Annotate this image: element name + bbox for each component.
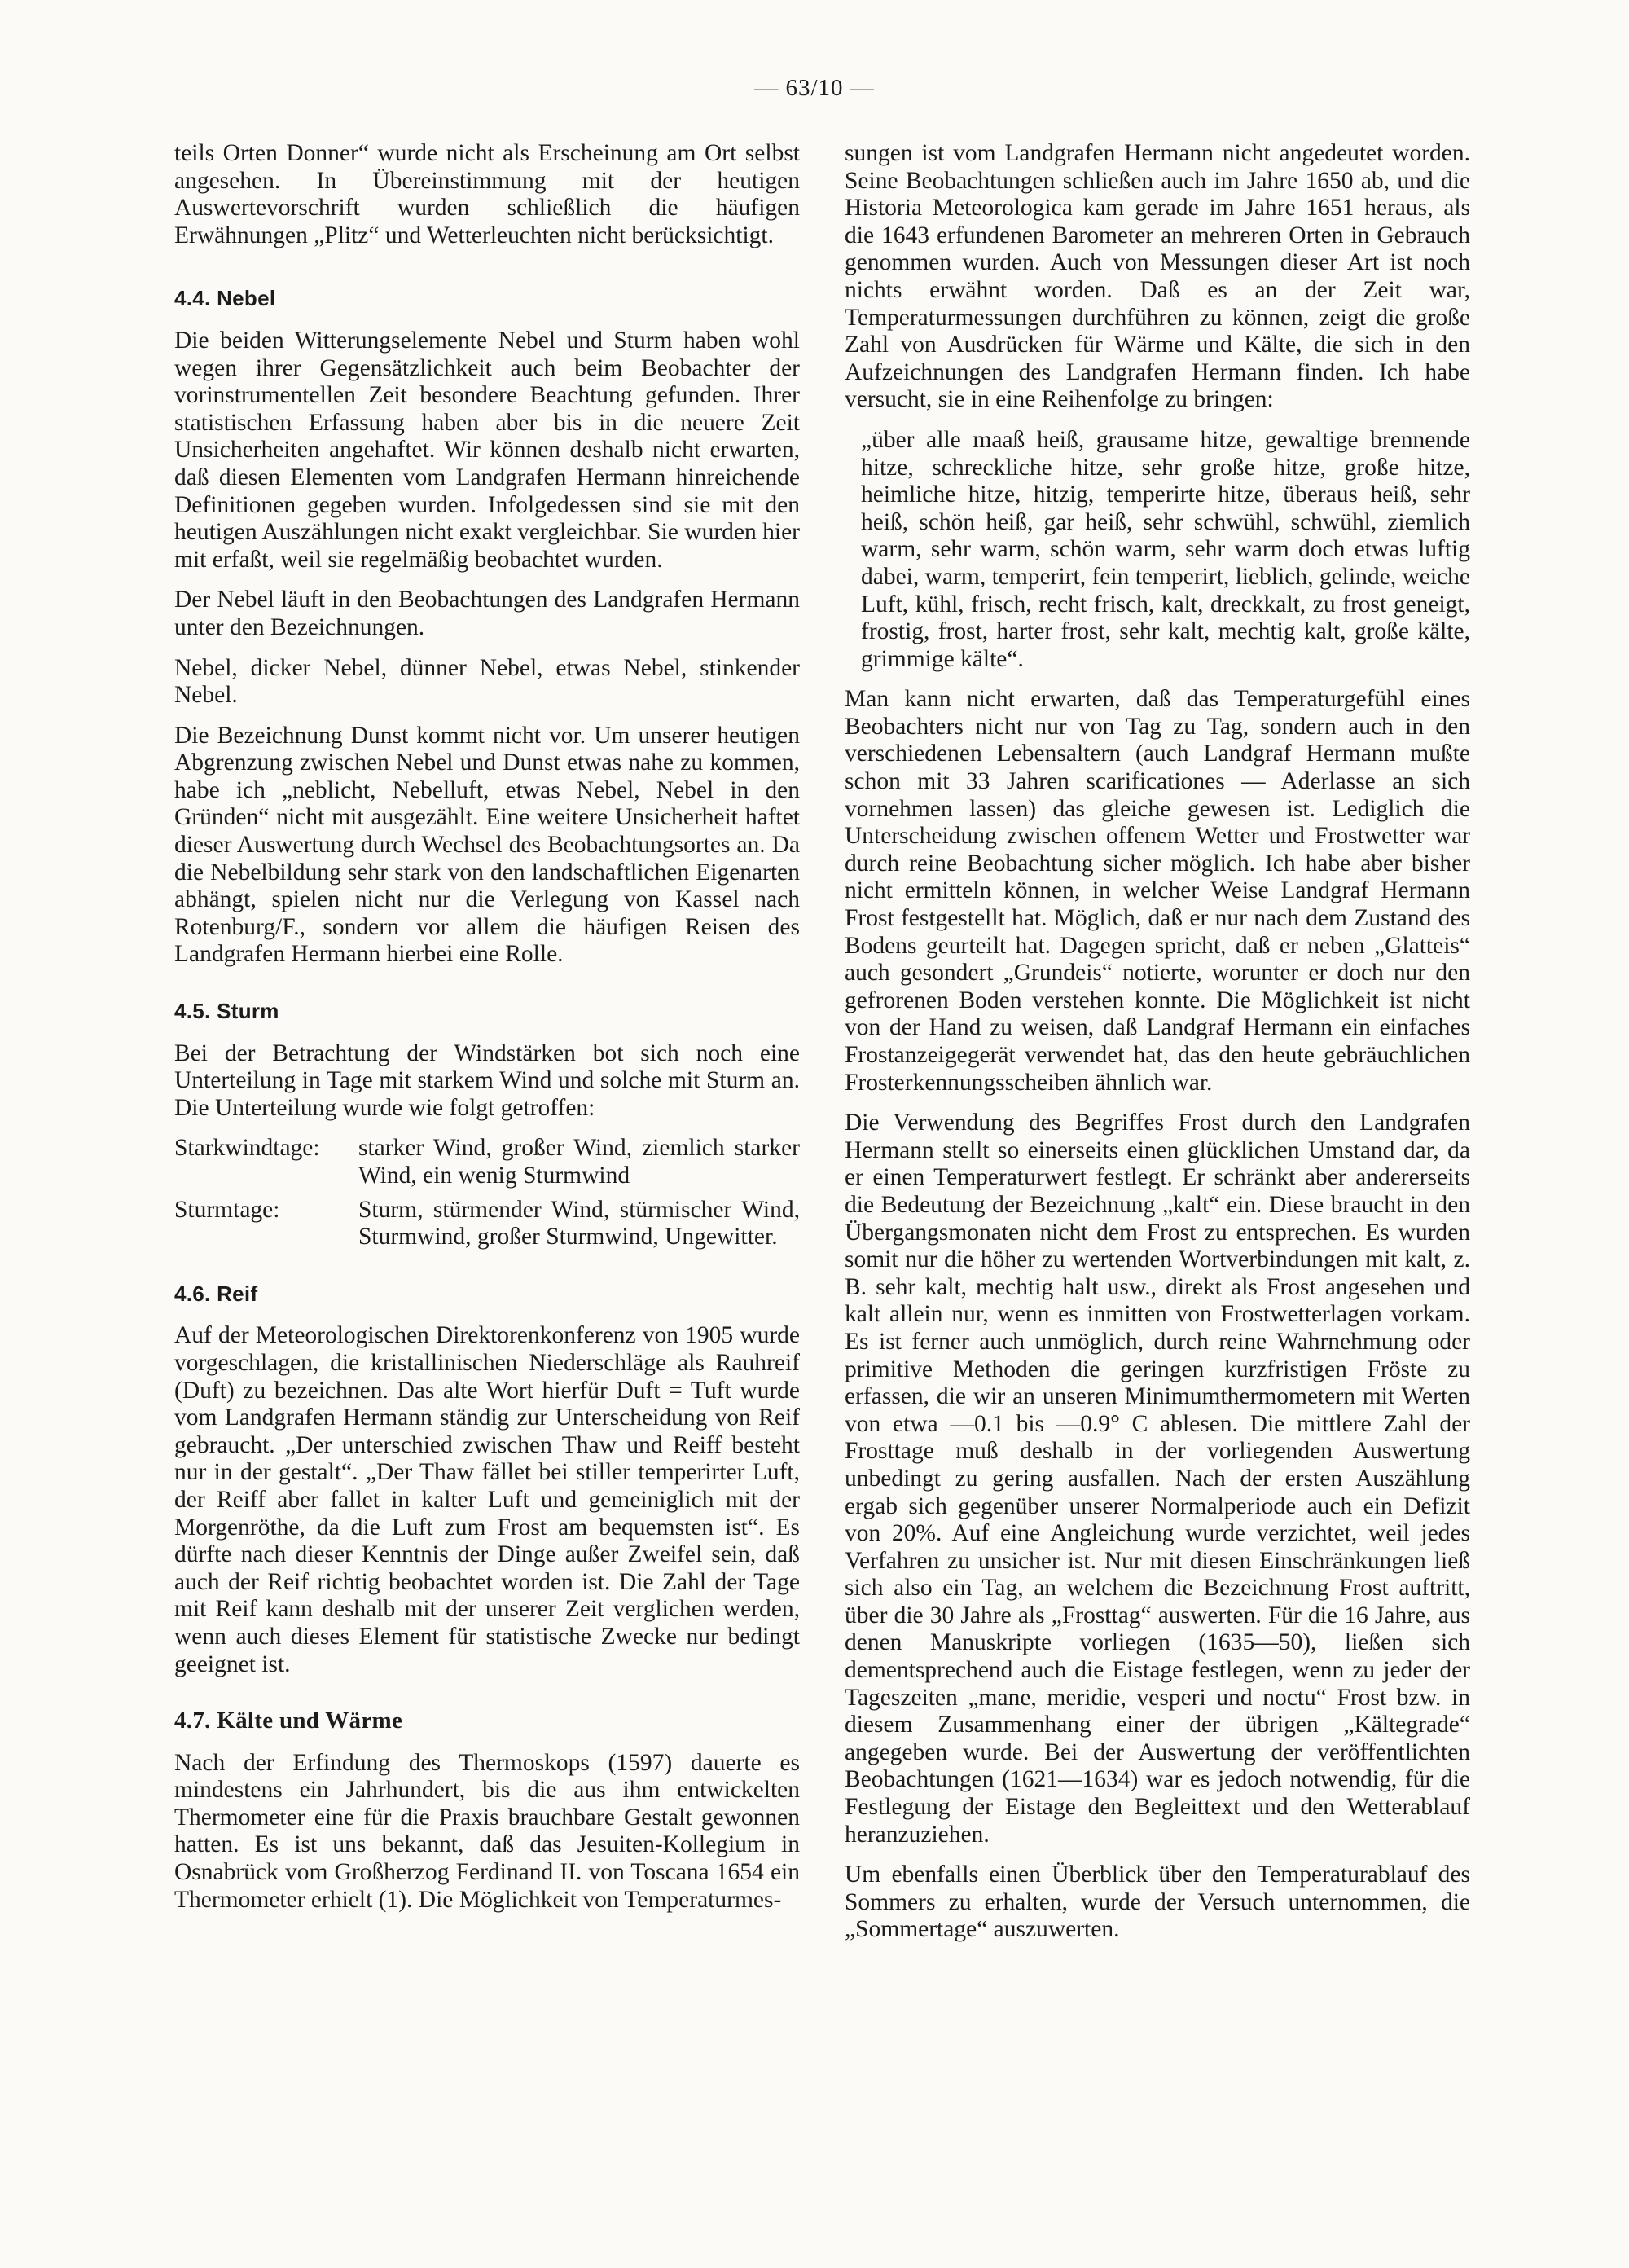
- right-paragraph-3: Die Verwendung des Begriffes Frost durch den Landgrafen Hermann stellt so einerseits einen glücklichen Umstand dar, da er einen Temperaturwert festlegt. Er schränkt aber andererseits die Bedeutung der Bezeichnung „kalt“ ein. Diese braucht in den Übergangsmonaten nicht dem Frost zu entsprechen. Es wurden somit nur die höher zu wertenden Wortverbindungen mit kalt, z. B. sehr kalt, mechtig halt usw., direkt als Frost angesehen und kalt allein nur, wenn es inmitten von Frostwetterlagen vorkam. Es ist ferner auch unmöglich, durch reine Wahrnehmung oder primitive Methoden die geringen kurzfristigen Fröste zu erfassen, die wir an unseren Minimumthermometern mit Werten von etwa —0.1 bis —0.9° C ablesen. Die mittlere Zahl der Frosttage muß deshalb in der vorliegenden Auswertung unbedingt zu gering ausfallen. Nach der ersten Auszählung ergab sich gegenüber unserer Normalperiode auch ein Defizit von 20%. Auf eine Angleichung wurde verzichtet, weil jedes Verfahren zu unsicher ist. Nur mit diesen Einschränkungen ließ sich also ein Tag, an welchem die Bezeichnung Frost auftritt, über die 30 Jahre als „Frosttag“ auswerten. Für die 16 Jahre, aus denen Manuskripte vorliegen (1635—50), ließen sich dementsprechend auch die Eistage festlegen, wenn zu jeder der Tageszeiten „mane, meridie, vesperi und noctu“ Frost bzw. in diesem Zusammenhang einer der übrigen „Kältegrade“ angegeben wurde. Bei der Auswertung der veröffentlichten Beobachtungen (1621—1634) war es jedoch notwendig, für die Festlegung der Eistage den Begleittext und den Wetterablauf heranzuziehen.: [845, 1110, 1470, 1848]
- temperature-terms-quote: „über alle maaß heiß, grausame hitze, gewaltige brennende hitze, schreckliche hitze, sehr große hitze, große hitze, heimliche hitze, hitzig, temperirte hitze, überaus heiß, sehr heiß, schön heiß, gar heiß, sehr schwühl, schwühl, ziemlich warm, sehr warm, schön warm, sehr warm doch etwas luftig dabei, warm, temperirt, fein temperirt, lieblich, gelinde, weiche Luft, kühl, frisch, recht frisch, kalt, dreckkalt, zu frost geneigt, frostig, frost, harter frost, sehr kalt, mechtig kalt, große kälte, grimmige kälte“.: [861, 426, 1470, 672]
- definition-term: Sturmtage:: [174, 1196, 280, 1223]
- nebel-paragraph-3: Nebel, dicker Nebel, dünner Nebel, etwas Nebel, stinkender Nebel.: [174, 654, 800, 709]
- sturm-paragraph-1: Bei der Betrachtung der Windstärken bot sich noch eine Unterteilung in Tage mit starkem Wind und solche mit Sturm an. Die Unterteilung wurde wie folgt getroffen:: [174, 1040, 800, 1121]
- definition-row: [174, 1135, 800, 1189]
- definition-text: Sturm, stürmender Wind, stürmischer Wind, Sturmwind, großer Sturmwind, Ungewitter.: [358, 1196, 800, 1250]
- heading-nebel: 4.4. Nebel: [174, 286, 276, 311]
- heading-sturm: 4.5. Sturm: [174, 999, 279, 1024]
- kaelte-paragraph-1: Nach der Erfindung des Thermoskops (1597) dauerte es mindestens ein Jahrhundert, bis die aus ihm entwickelten Thermometer eine für die Praxis brauchbare Gestalt gewonnen hatten. Es ist uns bekannt, daß das Jesuiten-Kollegium in Osnabrück vom Großherzog Ferdinand II. von Toscana 1654 ein Thermometer erhielt (1). Die Möglichkeit von Temperaturmes-: [174, 1749, 800, 1913]
- right-paragraph-2: Man kann nicht erwarten, daß das Temperaturgefühl eines Beobachters nicht nur von Tag zu Tag, sondern auch in den verschiedenen Lebensaltern (auch Landgraf Hermann mußte schon mit 33 Jahren scarificationes — Aderlasse an sich vornehmen lassen) das gleiche gewesen ist. Lediglich die Unterscheidung zwischen offenem Wetter und Frostwetter war durch reine Beobachtung sicher möglich. Ich habe aber bisher nicht ermitteln können, in welcher Weise Landgraf Hermann Frost festgestellt hat. Möglich, daß er nur nach dem Zustand des Bodens geurteilt hat. Dagegen spricht, daß er neben „Glatteis“ auch gesondert „Grundeis“ notierte, worunter er doch nur den gefrorenen Boden verstehen konnte. Die Möglichkeit ist nicht von der Hand zu weisen, daß Landgraf Hermann ein einfaches Frostanzeigegerät verwendet hat, das den heute gebräuchlichen Frosterkennungsscheiben ähnlich war.: [845, 686, 1470, 1096]
- definition-term: Starkwindtage:: [174, 1135, 320, 1162]
- definition-row: [174, 1197, 800, 1251]
- intro-paragraph: teils Orten Donner“ wurde nicht als Erscheinung am Ort selbst angesehen. In Übereinstimmung mit der heutigen Auswertevorschrift wurden schließlich die häufigen Erwähnungen „Plitz“ und Wetterleuchten nicht berücksichtigt.: [174, 140, 800, 248]
- page-number: — 63/10 —: [754, 75, 875, 101]
- right-paragraph-4: Um ebenfalls einen Überblick über den Temperaturablauf des Sommers zu erhalten, wurde der Versuch unternommen, die „Sommertage“ auszuwerten.: [845, 1861, 1470, 1943]
- nebel-paragraph-1: Die beiden Witterungselemente Nebel und Sturm haben wohl wegen ihrer Gegensätzlichkeit auch beim Beobachter der vorinstrumentellen Zeit besondere Beachtung gefunden. Ihrer statistischen Erfassung haben aber bis in die neuere Zeit Unsicherheiten angehaftet. Wir können deshalb nicht erwarten, daß diesen Elementen vom Landgrafen Hermann hinreichende Definitionen gegeben wurden. Infolgedessen sind sie mit den heutigen Auszählungen nicht exakt vergleichbar. Sie wurden hier mit erfaßt, weil sie regelmäßig beobachtet wurden.: [174, 327, 800, 573]
- left-column: [174, 140, 800, 1927]
- heading-reif: 4.6. Reif: [174, 1281, 258, 1306]
- nebel-paragraph-4: Die Bezeichnung Dunst kommt nicht vor. Um unserer heutigen Abgrenzung zwischen Nebel und Dunst etwas nahe zu kommen, habe ich „neblicht, Nebelluft, etwas Nebel, Nebel in den Gründen“ nicht mit ausgezählt. Eine weitere Unsicherheit haftet dieser Auswertung durch Wechsel des Beobachtungsortes an. Da die Nebelbildung sehr stark von den landschaftlichen Eigenarten abhängt, spielen nicht nur die Verlegung von Kassel nach Rotenburg/F., sondern vor allem die häufigen Reisen des Landgrafen Hermann hierbei eine Rolle.: [174, 722, 800, 968]
- definition-text: starker Wind, großer Wind, ziemlich starker Wind, ein wenig Sturmwind: [358, 1135, 800, 1189]
- heading-kaelte-waerme: 4.7. Kälte und Wärme: [174, 1708, 403, 1734]
- right-paragraph-1: sungen ist vom Landgrafen Hermann nicht angedeutet worden. Seine Beobachtungen schließen auch im Jahre 1650 ab, und die Historia Meteorologica kam gerade im Jahre 1651 heraus, als die 1643 erfundenen Barometer an mehreren Orten in Gebrauch genommen wurden. Auch von Messungen dieser Art ist noch nichts erwähnt worden. Daß es an der Zeit war, Temperaturmessungen durchführen zu können, zeigt die große Zahl von Ausdrücken für Wärme und Kälte, die sich in den Aufzeichnungen des Landgrafen Hermann finden. Ich habe versucht, sie in eine Reihenfolge zu bringen:: [845, 140, 1470, 413]
- right-column: [845, 140, 1470, 1957]
- nebel-paragraph-2: Der Nebel läuft in den Beobachtungen des Landgrafen Hermann unter den Bezeichnungen.: [174, 587, 800, 640]
- sturm-definitions: [174, 1135, 800, 1250]
- reif-paragraph-1: Auf der Meteorologischen Direktorenkonferenz von 1905 wurde vorgeschlagen, die kristallinischen Niederschläge als Rauhreif (Duft) zu bezeichnen. Das alte Wort hierfür Duft = Tuft wurde vom Landgrafen Hermann ständig zur Unterscheidung von Reif gebraucht. „Der unterschied zwischen Thaw und Reiff besteht nur in der gestalt“. „Der Thaw fället bei stiller temperirter Luft, der Reiff aber fallet in kalter Luft und gemeiniglich mit der Morgenröthe, da die Luft zum Frost am bequemsten ist“. Es dürfte nach dieser Kenntnis der Dinge außer Zweifel sein, daß auch der Reif richtig beobachtet worden ist. Die Zahl der Tage mit Reif kann deshalb mit der unserer Zeit verglichen werden, wenn auch dieses Element für statistische Zwecke nur bedingt geeignet ist.: [174, 1322, 800, 1677]
